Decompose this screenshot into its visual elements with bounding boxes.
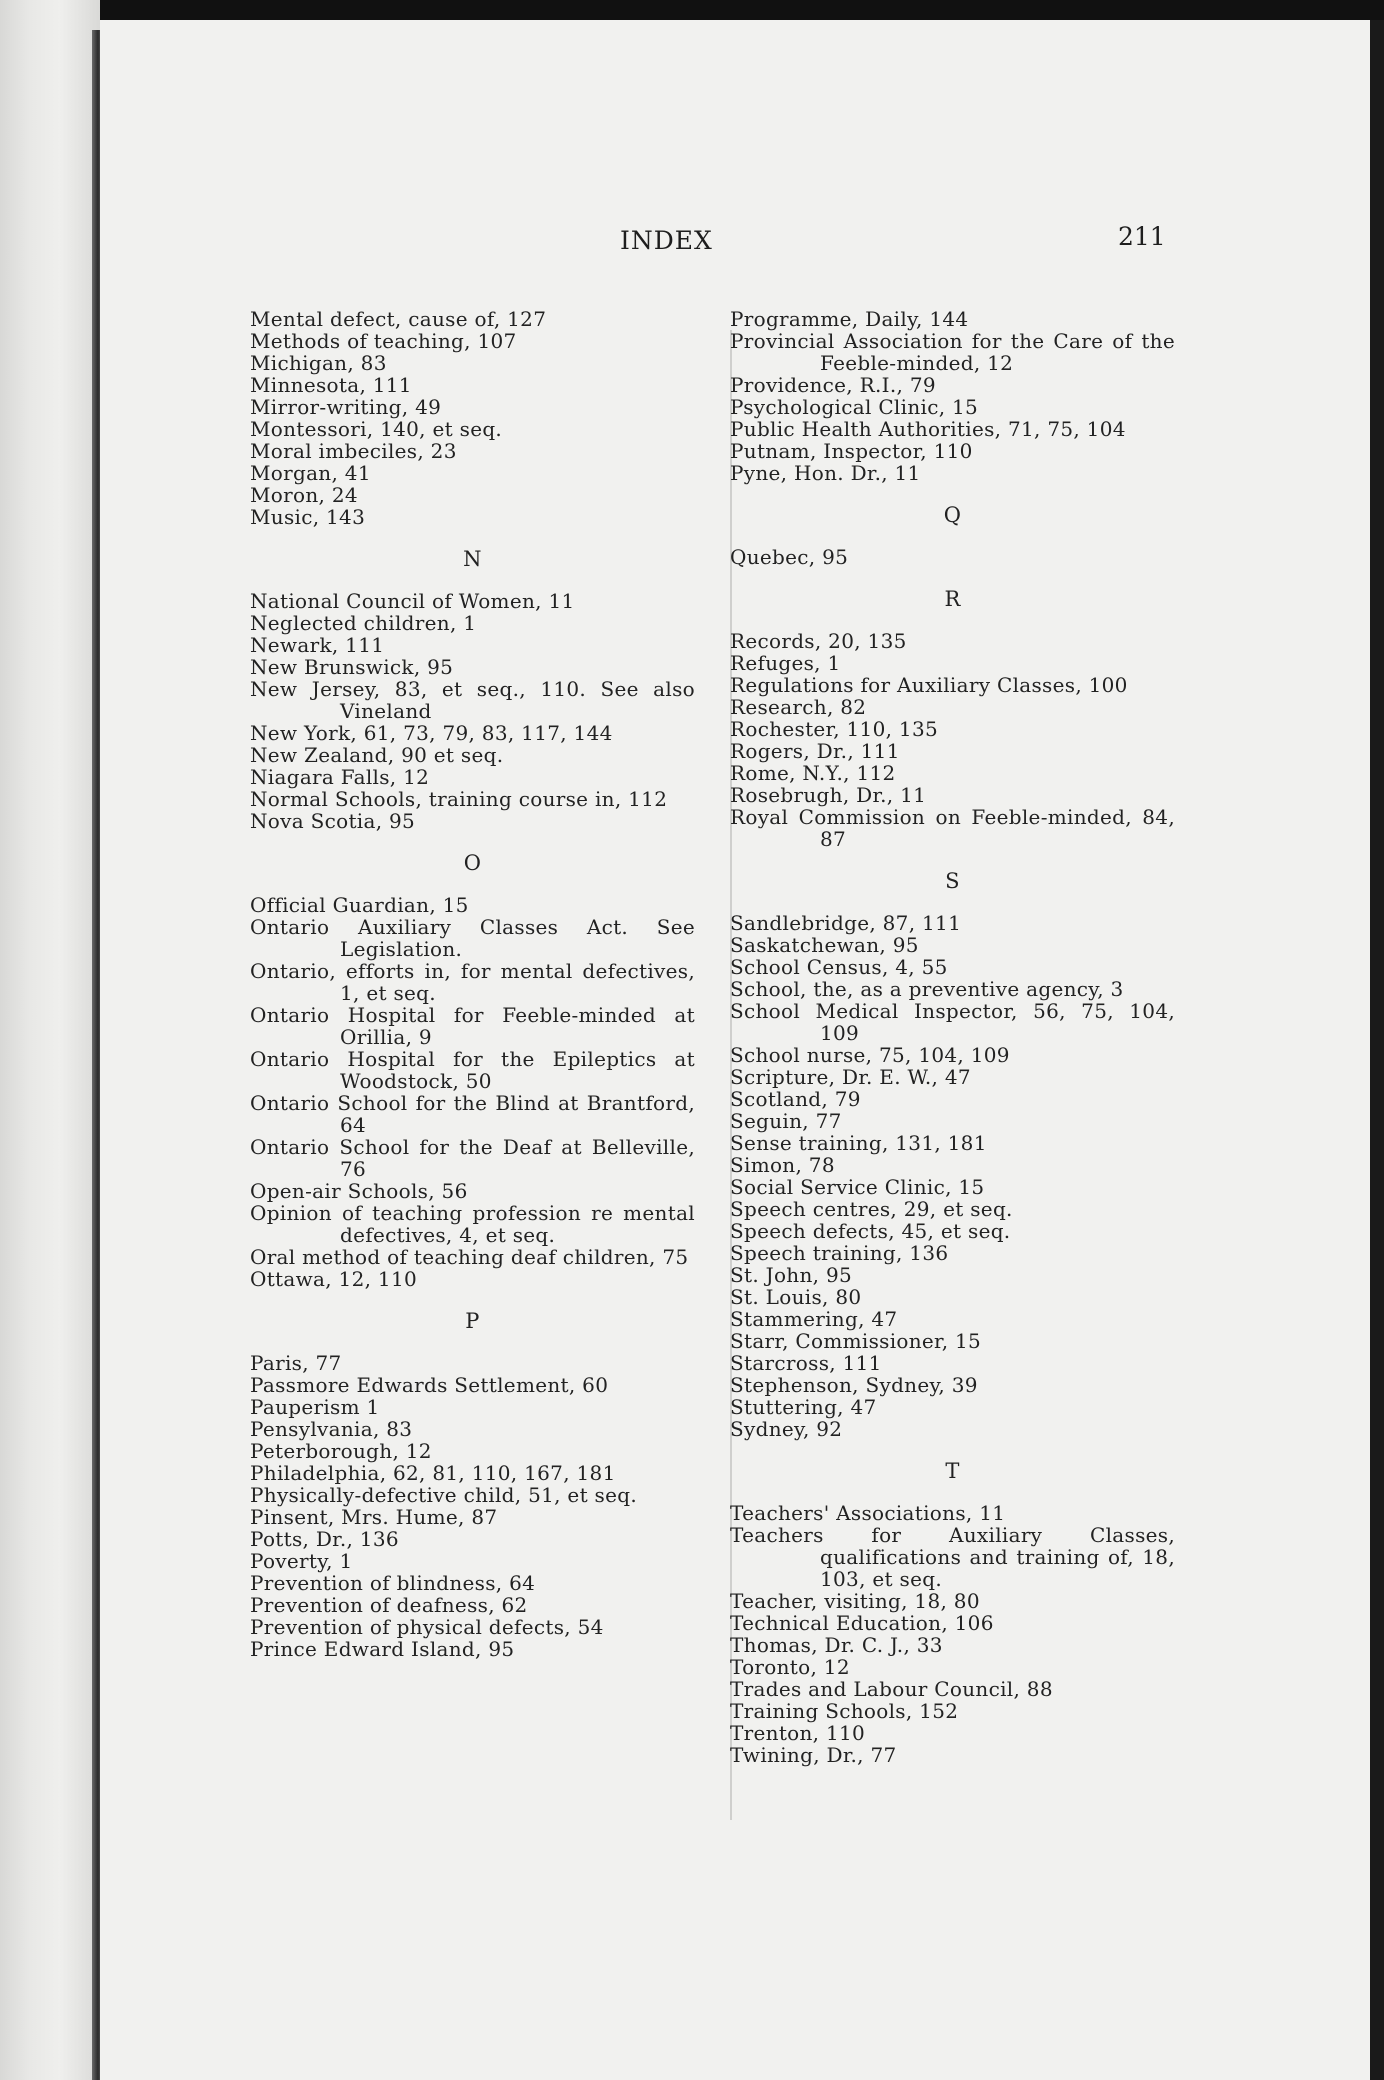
- index-entry: Twining, Dr., 77: [730, 1743, 897, 1767]
- index-entry: Toronto, 12: [730, 1655, 850, 1679]
- index-entry: Ontario Auxiliary Classes Act. See Legislation.: [250, 915, 695, 961]
- index-entry: Official Guardian, 15: [250, 893, 469, 917]
- index-entry: Refuges, 1: [730, 651, 841, 675]
- index-entry: Sense training, 131, 181: [730, 1131, 987, 1155]
- index-entry: Prevention of physical defects, 54: [250, 1615, 604, 1639]
- index-entry: Music, 143: [250, 505, 366, 529]
- index-entry: School nurse, 75, 104, 109: [730, 1043, 1010, 1067]
- index-entry: Starr, Commissioner, 15: [730, 1329, 982, 1353]
- index-entry: Paris, 77: [250, 1351, 342, 1375]
- index-entry: Thomas, Dr. C. J., 33: [730, 1633, 943, 1657]
- index-entry: Passmore Edwards Settlement, 60: [250, 1373, 609, 1397]
- index-entry: Research, 82: [730, 695, 867, 719]
- index-section-letter: N: [463, 547, 482, 571]
- index-section-letter: S: [945, 869, 960, 893]
- index-entry: National Council of Women, 11: [250, 589, 575, 613]
- index-entry: St. John, 95: [730, 1263, 853, 1287]
- index-entry: Ontario Hospital for Feeble-minded at Orillia, 9: [250, 1003, 695, 1049]
- index-entry: Open-air Schools, 56: [250, 1179, 468, 1203]
- index-entry: Stuttering, 47: [730, 1395, 877, 1419]
- index-entry: Technical Education, 106: [730, 1611, 994, 1635]
- index-entry: Regulations for Auxiliary Classes, 100: [730, 673, 1128, 697]
- index-entry: Psychological Clinic, 15: [730, 395, 979, 419]
- index-entry: Teacher, visiting, 18, 80: [730, 1589, 980, 1613]
- index-entry: Putnam, Inspector, 110: [730, 439, 973, 463]
- index-entry: Ontario School for the Deaf at Belleville, 76: [250, 1135, 695, 1181]
- index-entry: Saskatchewan, 95: [730, 933, 919, 957]
- index-entry: New Jersey, 83, et seq., 110. See also Vineland: [250, 677, 695, 723]
- page-number: 211: [1118, 222, 1166, 251]
- index-entry: Provincial Association for the Care of the Feeble-minded, 12: [730, 329, 1175, 375]
- index-entry: Stephenson, Sydney, 39: [730, 1373, 978, 1397]
- index-entry: Records, 20, 135: [730, 629, 907, 653]
- index-entry: Scotland, 79: [730, 1087, 861, 1111]
- index-entry: Rochester, 110, 135: [730, 717, 938, 741]
- index-entry: Opinion of teaching profession re mental defectives, 4, et seq.: [250, 1201, 695, 1247]
- index-entry: Moral imbeciles, 23: [250, 439, 457, 463]
- index-entry: Prince Edward Island, 95: [250, 1637, 515, 1661]
- index-entry: Speech training, 136: [730, 1241, 949, 1265]
- index-entry: Moron, 24: [250, 483, 358, 507]
- index-section-letter: R: [944, 587, 961, 611]
- index-entry: Royal Commission on Feeble-minded, 84, 87: [730, 805, 1175, 851]
- index-section-letter: O: [463, 851, 482, 875]
- index-entry: Minnesota, 111: [250, 373, 412, 397]
- index-entry: Sandlebridge, 87, 111: [730, 911, 962, 935]
- index-entry: Stammering, 47: [730, 1307, 898, 1331]
- index-entry: Teachers' Associations, 11: [730, 1501, 1006, 1525]
- index-entry: Ontario School for the Blind at Brantford, 64: [250, 1091, 695, 1137]
- index-entry: New York, 61, 73, 79, 83, 117, 144: [250, 721, 613, 745]
- index-entry: Newark, 111: [250, 633, 385, 657]
- index-entry: St. Louis, 80: [730, 1285, 862, 1309]
- index-entry: Niagara Falls, 12: [250, 765, 430, 789]
- index-entry: Neglected children, 1: [250, 611, 477, 635]
- running-head: INDEX: [620, 226, 713, 255]
- index-entry: Mental defect, cause of, 127: [250, 307, 547, 331]
- index-entry: Pinsent, Mrs. Hume, 87: [250, 1505, 498, 1529]
- index-entry: Physically-defective child, 51, et seq.: [250, 1483, 638, 1507]
- index-entry: Simon, 78: [730, 1153, 835, 1177]
- index-entry: Prevention of blindness, 64: [250, 1571, 536, 1595]
- index-entry: Ottawa, 12, 110: [250, 1267, 417, 1291]
- index-entry: Quebec, 95: [730, 545, 849, 569]
- index-entry: Pauperism 1: [250, 1395, 380, 1419]
- index-entry: New Zealand, 90 et seq.: [250, 743, 504, 767]
- index-entry: Rosebrugh, Dr., 11: [730, 783, 927, 807]
- index-entry: Morgan, 41: [250, 461, 371, 485]
- index-entry: Normal Schools, training course in, 112: [250, 787, 668, 811]
- index-entry: Pyne, Hon. Dr., 11: [730, 461, 921, 485]
- index-entry: School Medical Inspector, 56, 75, 104, 109: [730, 999, 1175, 1045]
- index-entry: Social Service Clinic, 15: [730, 1175, 985, 1199]
- index-entry: Sydney, 92: [730, 1417, 843, 1441]
- index-entry: Montessori, 140, et seq.: [250, 417, 503, 441]
- index-entry: Mirror-writing, 49: [250, 395, 442, 419]
- index-entry: Programme, Daily, 144: [730, 307, 969, 331]
- index-entry: Scripture, Dr. E. W., 47: [730, 1065, 971, 1089]
- index-entry: Seguin, 77: [730, 1109, 842, 1133]
- index-column-left: [250, 308, 695, 1660]
- facing-page-edge: [0, 0, 100, 2080]
- index-entry: Teachers for Auxiliary Classes, qualifications and training of, 18, 103, et seq.: [730, 1523, 1175, 1591]
- index-entry: Ontario Hospital for the Epileptics at Woodstock, 50: [250, 1047, 695, 1093]
- index-entry: School, the, as a preventive agency, 3: [730, 977, 1124, 1001]
- index-entry: Public Health Authorities, 71, 75, 104: [730, 417, 1126, 441]
- index-entry: Poverty, 1: [250, 1549, 353, 1573]
- index-entry: Oral method of teaching deaf children, 75: [250, 1245, 689, 1269]
- index-entry: Trades and Labour Council, 88: [730, 1677, 1053, 1701]
- index-entry: Speech centres, 29, et seq.: [730, 1197, 1013, 1221]
- index-entry: Prevention of deafness, 62: [250, 1593, 528, 1617]
- index-section-letter: P: [465, 1309, 480, 1333]
- index-entry: Providence, R.I., 79: [730, 373, 936, 397]
- index-entry: School Census, 4, 55: [730, 955, 948, 979]
- index-entry: Methods of teaching, 107: [250, 329, 517, 353]
- index-column-right: [730, 308, 1175, 1766]
- index-entry: New Brunswick, 95: [250, 655, 454, 679]
- index-entry: Nova Scotia, 95: [250, 809, 416, 833]
- index-section-letter: Q: [943, 503, 962, 527]
- index-entry: Rogers, Dr., 111: [730, 739, 900, 763]
- scan-top-border: [0, 0, 1384, 20]
- index-entry: Speech defects, 45, et seq.: [730, 1219, 1011, 1243]
- index-entry: Starcross, 111: [730, 1351, 882, 1375]
- index-entry: Pensylvania, 83: [250, 1417, 413, 1441]
- index-entry: Trenton, 110: [730, 1721, 866, 1745]
- index-entry: Rome, N.Y., 112: [730, 761, 896, 785]
- index-entry: Peterborough, 12: [250, 1439, 432, 1463]
- index-entry: Ontario, efforts in, for mental defectives, 1, et seq.: [250, 959, 695, 1005]
- index-entry: Michigan, 83: [250, 351, 387, 375]
- index-entry: Potts, Dr., 136: [250, 1527, 399, 1551]
- index-entry: Philadelphia, 62, 81, 110, 167, 181: [250, 1461, 616, 1485]
- index-section-letter: T: [945, 1459, 960, 1483]
- index-entry: Training Schools, 152: [730, 1699, 959, 1723]
